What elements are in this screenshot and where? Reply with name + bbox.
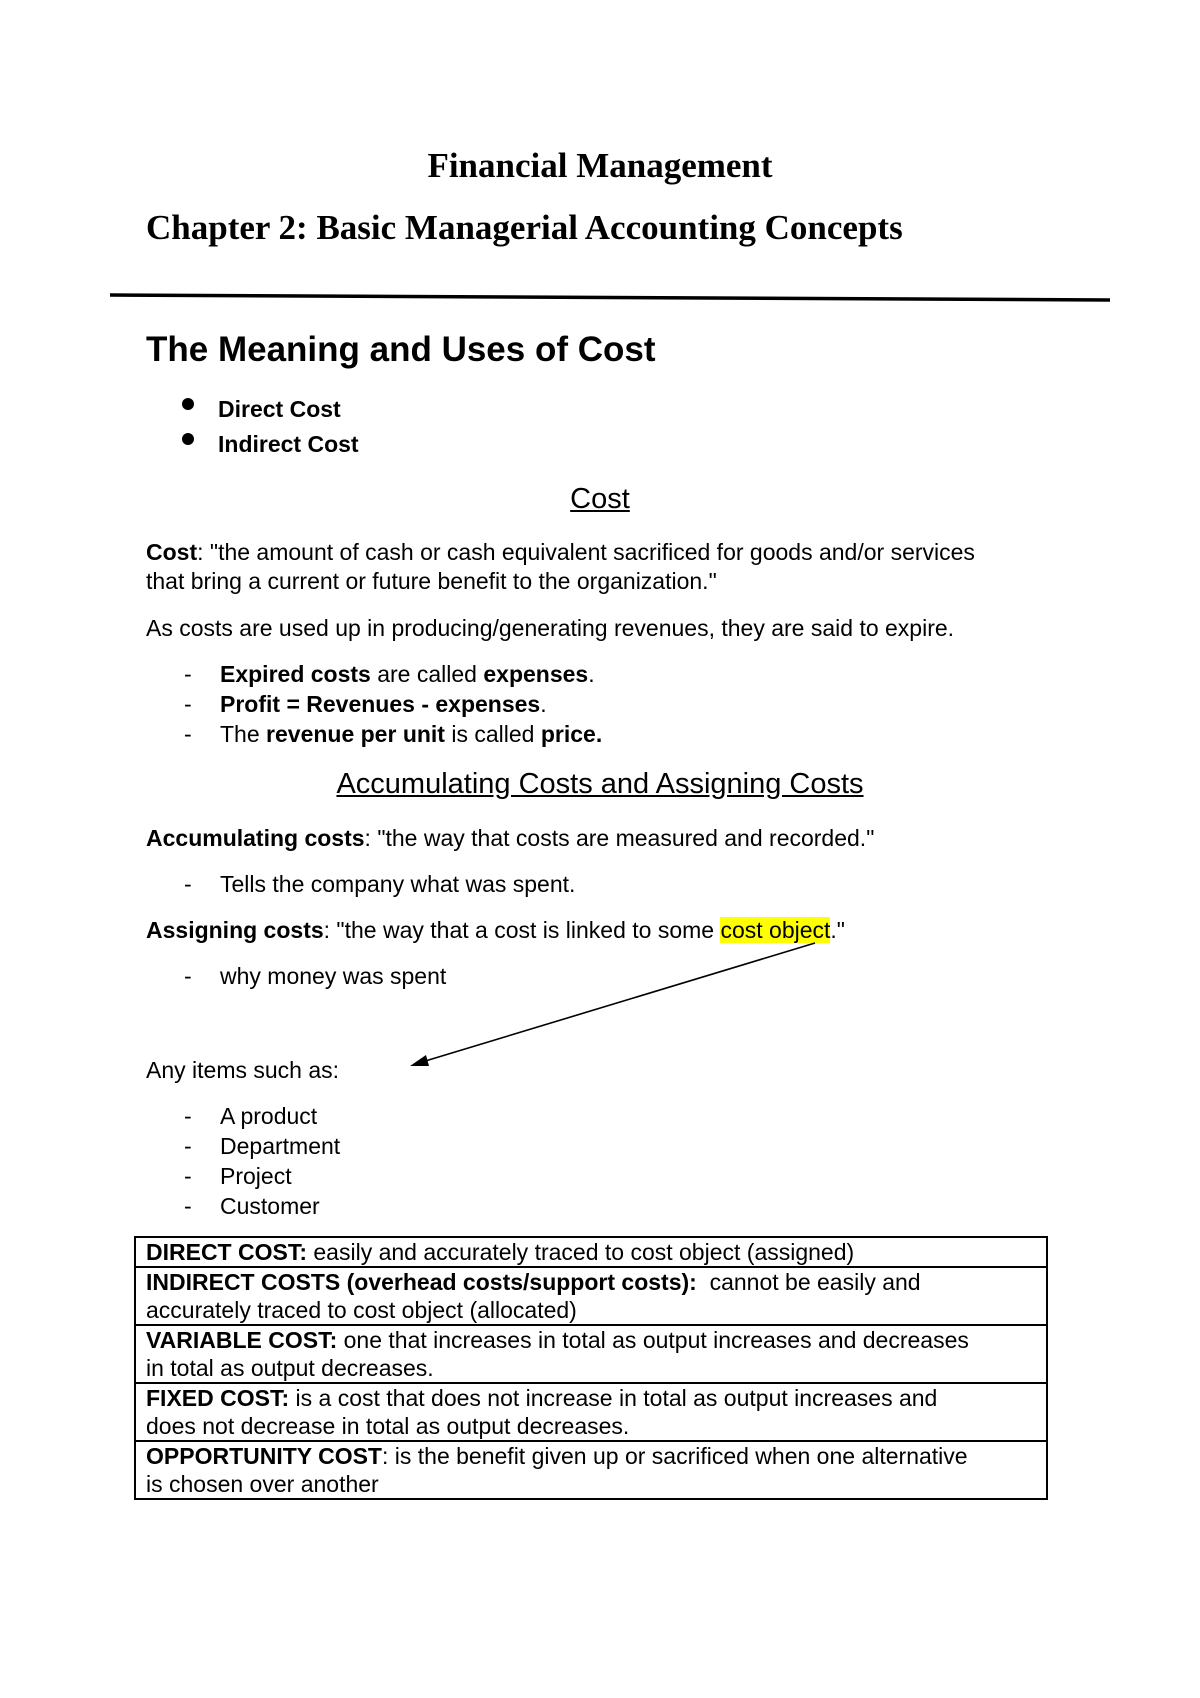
section-heading-cost: Cost bbox=[570, 483, 630, 515]
bold-text: price. bbox=[540, 721, 603, 747]
table-row bbox=[135, 1267, 1047, 1325]
definition-text: is a cost that does not increase in total as output increases and bbox=[289, 1385, 938, 1411]
assigning-definition-text: : "the way that a cost is linked to some bbox=[323, 917, 721, 943]
dash-marker: - bbox=[184, 1193, 192, 1219]
definition-term: VARIABLE COST: bbox=[146, 1327, 338, 1353]
item-text: . bbox=[588, 661, 595, 687]
document-title: Financial Management bbox=[427, 146, 773, 185]
cost-definitions-table bbox=[134, 1236, 1048, 1500]
definition-term: INDIRECT COSTS (overhead costs/support costs): bbox=[146, 1269, 697, 1295]
dash-marker: - bbox=[184, 1163, 192, 1189]
dash-marker: - bbox=[184, 871, 192, 897]
definition-cell-indirect bbox=[135, 1267, 1047, 1325]
dash-marker: - bbox=[184, 691, 192, 717]
cost-object-highlight: cost object bbox=[720, 917, 831, 943]
definition-text: is chosen over another bbox=[146, 1471, 379, 1497]
definition-text: easily and accurately traced to cost object (assigned) bbox=[307, 1239, 855, 1265]
definition-cell-fixed bbox=[135, 1383, 1047, 1441]
cost-term: Cost bbox=[146, 539, 198, 565]
table-row bbox=[135, 1325, 1047, 1383]
dash-item bbox=[184, 1163, 292, 1190]
bullet-text: Direct Cost bbox=[218, 396, 341, 422]
chapter-title: Chapter 2: Basic Managerial Accounting Concepts bbox=[146, 208, 903, 247]
item-text: are called bbox=[370, 661, 484, 687]
expire-paragraph: As costs are used up in producing/generating revenues, they are said to expire. bbox=[146, 615, 955, 641]
bold-text: revenue per unit bbox=[266, 721, 445, 747]
item-text: . bbox=[540, 691, 547, 717]
dash-item bbox=[184, 1193, 320, 1220]
table-row bbox=[135, 1237, 1047, 1267]
accumulating-definition-text: : "the way that costs are measured and recorded." bbox=[364, 825, 875, 851]
section-heading-accumulating: Accumulating Costs and Assigning Costs bbox=[336, 768, 864, 800]
accumulating-term: Accumulating costs bbox=[146, 825, 365, 851]
item-text: Project bbox=[220, 1163, 292, 1189]
definition-text: in total as output decreases. bbox=[146, 1355, 434, 1381]
table-row bbox=[135, 1383, 1047, 1441]
definition-text: cannot be easily and bbox=[696, 1269, 921, 1295]
definition-term: OPPORTUNITY COST bbox=[146, 1443, 382, 1469]
dash-marker: - bbox=[184, 721, 192, 747]
assigning-term: Assigning costs bbox=[146, 917, 324, 943]
bold-text: Expired costs bbox=[220, 661, 371, 687]
assigning-definition-text: ." bbox=[830, 917, 845, 943]
definition-cell-opportunity bbox=[135, 1441, 1047, 1499]
cost-definition-text: that bring a current or future benefit to the organization." bbox=[146, 568, 717, 594]
item-text: Department bbox=[220, 1133, 341, 1159]
item-text: Customer bbox=[220, 1193, 320, 1219]
definition-term: FIXED COST: bbox=[146, 1385, 290, 1411]
cost-definition-text: : "the amount of cash or cash equivalent sacrificed for goods and/or services bbox=[197, 539, 975, 565]
definition-cell-direct bbox=[135, 1237, 1047, 1267]
item-text: Tells the company what was spent. bbox=[220, 871, 576, 897]
dash-marker: - bbox=[184, 1103, 192, 1129]
item-text: is called bbox=[444, 721, 541, 747]
dash-marker: - bbox=[184, 963, 192, 989]
item-text: why money was spent bbox=[220, 963, 447, 989]
bullet-text: Indirect Cost bbox=[218, 431, 359, 457]
bold-text: Profit = Revenues - expenses bbox=[220, 691, 541, 717]
definition-term: DIRECT COST: bbox=[146, 1239, 307, 1265]
dash-marker: - bbox=[184, 1133, 192, 1159]
item-text: The bbox=[220, 721, 267, 747]
definition-text: one that increases in total as output increases and decreases bbox=[337, 1327, 969, 1353]
definition-text: : is the benefit given up or sacrificed when one alternative bbox=[382, 1443, 968, 1469]
definition-cell-variable bbox=[135, 1325, 1047, 1383]
dash-marker: - bbox=[184, 661, 192, 687]
definition-text: accurately traced to cost object (allocated) bbox=[146, 1297, 577, 1323]
definition-text: does not decrease in total as output decreases. bbox=[146, 1413, 630, 1439]
dash-item bbox=[184, 1103, 317, 1130]
table-row bbox=[135, 1441, 1047, 1499]
section-heading-meaning: The Meaning and Uses of Cost bbox=[146, 330, 656, 369]
item-text: A product bbox=[220, 1103, 318, 1129]
dash-item bbox=[184, 1133, 340, 1160]
items-intro: Any items such as: bbox=[146, 1057, 340, 1083]
bold-text: expenses bbox=[483, 661, 589, 687]
